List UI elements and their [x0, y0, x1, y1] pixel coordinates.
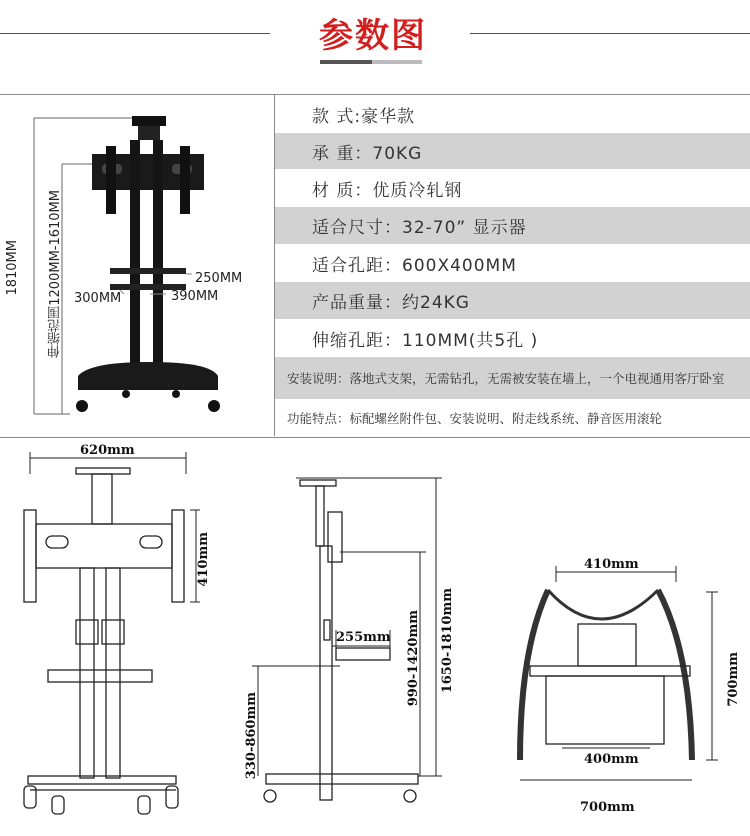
- spec-row-hole-distance: 适合孔距：600X400MM: [312, 255, 517, 276]
- technical-drawings: [0, 440, 750, 832]
- side-tray-height-label: 330-860mm: [244, 692, 259, 780]
- side-tray-label: 255mm: [336, 630, 391, 645]
- page-title: 参数图: [319, 15, 427, 56]
- stand-photo-drawing: [0, 94, 274, 436]
- spec-row-material: 材 质：优质冷轧钢: [312, 180, 463, 201]
- title-underline-light: [372, 60, 422, 64]
- base-view: [520, 566, 718, 780]
- tray-left-label: 300MM: [74, 291, 122, 306]
- front-width-label: 620mm: [80, 443, 135, 458]
- base-depth-label: 700mm: [726, 652, 741, 707]
- spec-row-features: 功能特点：标配螺丝附件包、安装说明、附走线系统、静音医用滚轮: [287, 410, 663, 426]
- spec-row-screen-size: 适合尺寸：32-70” 显示器: [275, 207, 750, 244]
- spec-row-installation: 安装说明：落地式支架，无需钻孔，无需被安装在墙上，一个电视通用客厅卧室: [275, 357, 750, 399]
- side-total-range-label: 1650-1810mm: [440, 588, 455, 694]
- base-width-label: 700mm: [580, 800, 635, 815]
- header-line-right: [470, 33, 750, 34]
- spec-row-load: 承 重：70KG: [275, 133, 750, 169]
- spec-row-telescopic: 伸缩孔距：110MM(共5孔 ): [312, 330, 539, 351]
- header-line-left: [0, 33, 270, 34]
- tray-right-label: 390MM: [171, 289, 219, 304]
- telescopic-range-label: 伸缩范围1200MM-1610MM: [48, 190, 63, 358]
- front-mount-height-label: 410mm: [196, 532, 211, 587]
- tray-depth-label: 250MM: [195, 271, 243, 286]
- title-underline-dark: [320, 60, 372, 64]
- spec-row-style: 款 式:豪华款: [312, 106, 416, 127]
- base-inner-width-label: 400mm: [584, 752, 639, 767]
- front-view: [24, 452, 200, 814]
- spec-row-weight: 产品重量：约24KG: [275, 282, 750, 319]
- side-mount-range-label: 990-1420mm: [406, 610, 421, 707]
- total-height-label: 1810MM: [5, 240, 20, 296]
- base-top-width-label: 410mm: [584, 557, 639, 572]
- stand-photo: [0, 94, 275, 436]
